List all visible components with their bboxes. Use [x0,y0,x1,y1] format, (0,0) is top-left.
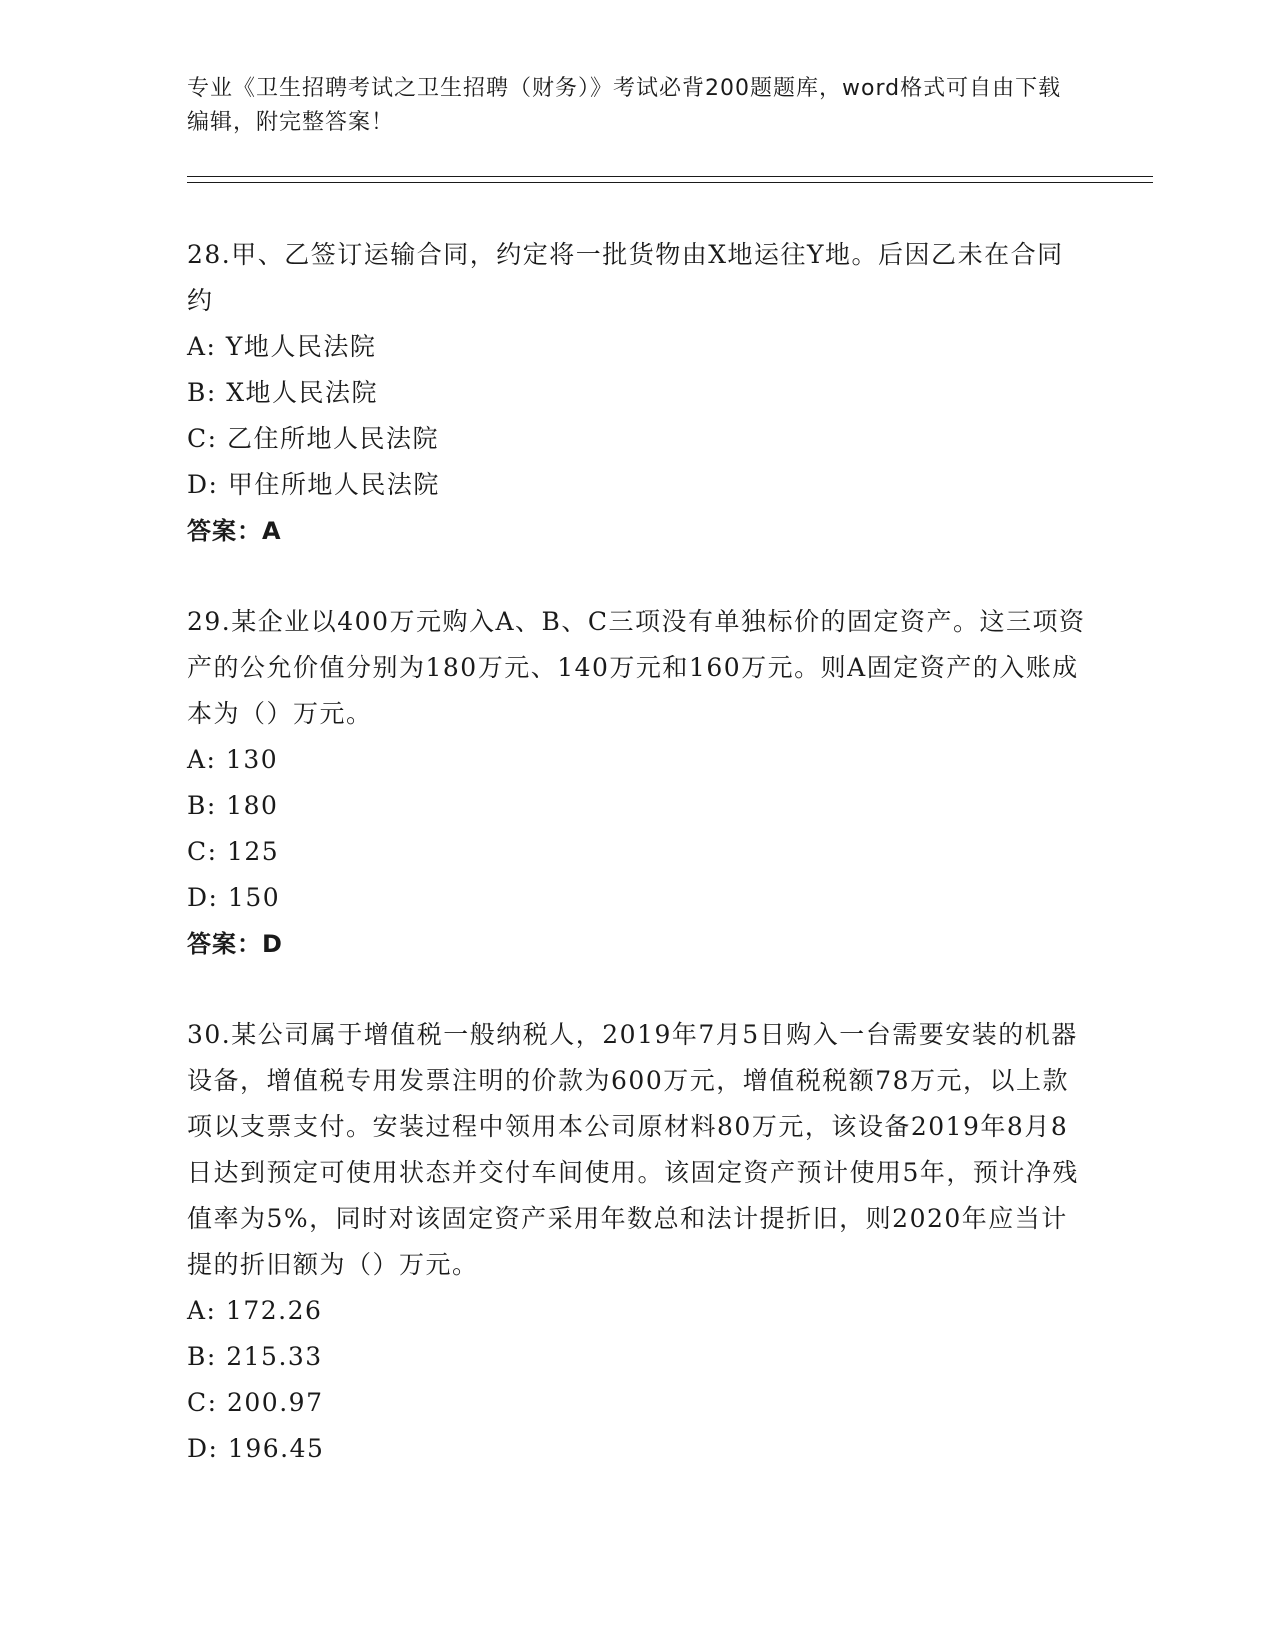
question-stem: 28.甲、乙签订运输合同，约定将一批货物由X地运往Y地。后因乙未在合同约 [187,240,1064,315]
option-c: C: 乙住所地人民法院 [187,424,439,453]
question-list [187,232,1087,1517]
option-b: B: X地人民法院 [187,378,379,407]
answer-label: 答案：D [187,930,283,958]
answer-label: 答案：A [187,517,282,545]
option-a: A: Y地人民法院 [187,332,377,361]
option-c: C: 200.97 [187,1388,324,1417]
question-stem: 29.某企业以400万元购入A、B、C三项没有单独标价的固定资产。这三项资产的公允价值分别为180万元、140万元和160万元。则A固定资产的入账成本为（）万元。 [187,607,1086,728]
document-header: 专业《卫生招聘考试之卫生招聘（财务）》考试必背200题题库，word格式可自由下载编辑，附完整答案！ [187,76,1062,135]
option-c: C: 125 [187,837,280,866]
question-stem: 30.某公司属于增值税一般纳税人，2019年7月5日购入一台需要安装的机器设备，增值税专用发票注明的价款为600万元，增值税税额78万元，以上款项以支票支付。安装过程中领用本公司原材料80万元，该设备2019年8月8日达到预定可使用状态并交付车间使用。该固定资产预计使用5年，预计净残值率为5%，同时对该固定资产采用年数总和法计提折旧，则2020年应当计提的折旧额为（）万元。 [187,1020,1079,1279]
option-b: B: 180 [187,791,279,820]
question-30 [187,1012,1087,1472]
question-29 [187,599,1087,967]
header-divider-bottom [187,182,1153,183]
option-b: B: 215.33 [187,1342,323,1371]
option-d: D: 甲住所地人民法院 [187,470,440,499]
header-divider-top [187,176,1153,177]
option-d: D: 150 [187,883,281,912]
option-d: D: 196.45 [187,1434,325,1463]
option-a: A: 130 [187,745,279,774]
option-a: A: 172.26 [187,1296,323,1325]
question-28 [187,232,1087,554]
